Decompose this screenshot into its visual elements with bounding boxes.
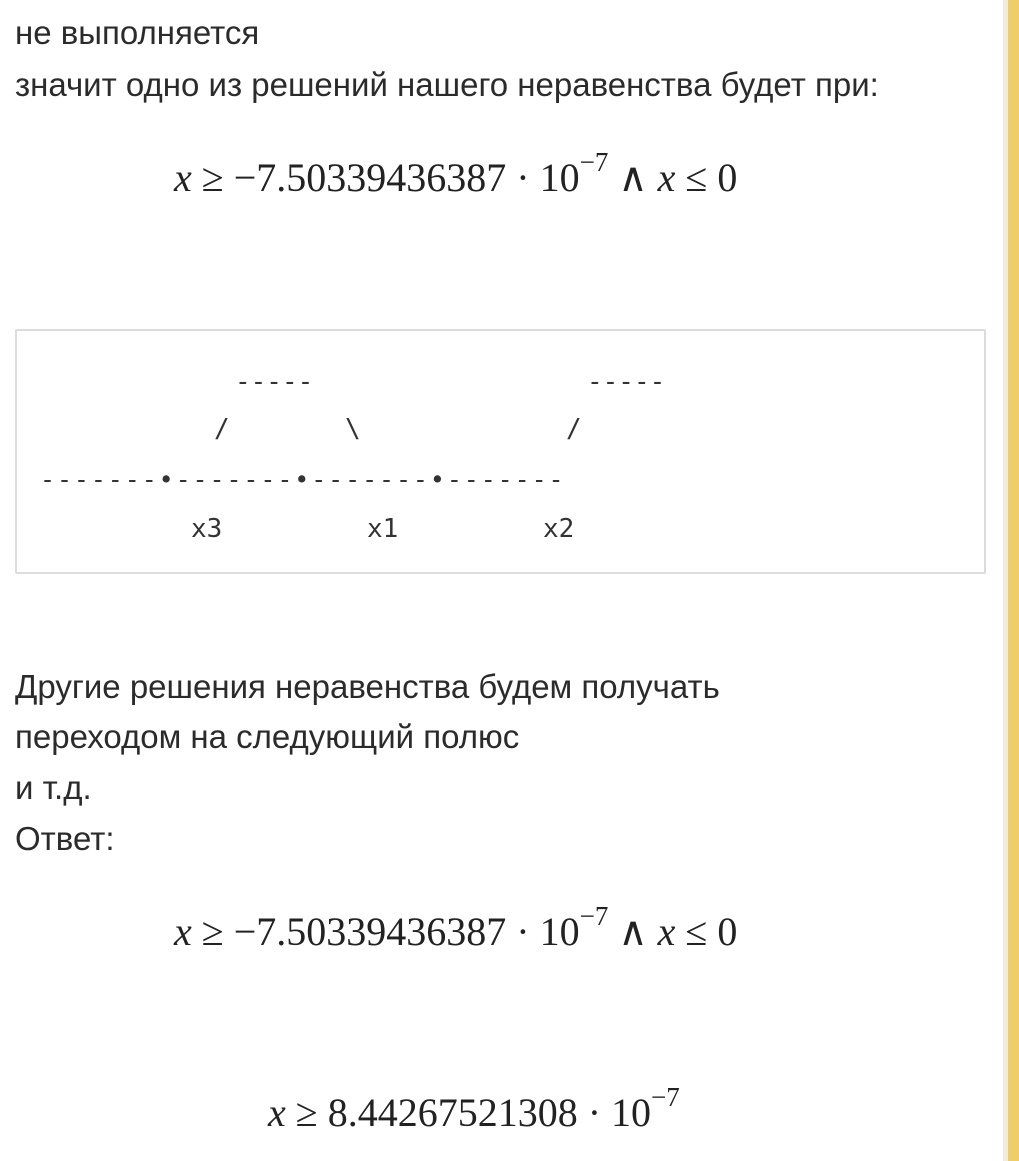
formula-dot: · bbox=[516, 155, 530, 200]
formula-op: ≥ bbox=[201, 909, 224, 954]
text-line-other-solutions: Другие решения неравенства будем получать bbox=[15, 668, 720, 705]
scrollbar-accent[interactable] bbox=[1008, 0, 1019, 1161]
interval-diagram bbox=[15, 329, 986, 574]
diagram-top-dashes-left: ----- bbox=[235, 367, 314, 397]
formula-base: 10 bbox=[539, 909, 580, 954]
formula-op: ≥ bbox=[201, 155, 224, 200]
formula-op: ≤ bbox=[685, 909, 708, 954]
diagram-slash-right: / bbox=[566, 414, 582, 444]
text-line-solution-intro: значит одно из решений нашего неравенства будет при: bbox=[15, 66, 879, 103]
formula-rhs: 0 bbox=[717, 155, 738, 200]
formula-dot: · bbox=[516, 909, 530, 954]
formula-var: x bbox=[657, 909, 676, 954]
text-line-next-pole: переходом на следующий полюс bbox=[15, 718, 520, 755]
formula-var: x bbox=[174, 909, 192, 954]
formula-exponent: −7 bbox=[651, 1081, 680, 1112]
text-line-answer-label: Ответ: bbox=[15, 820, 115, 857]
formula-base: 10 bbox=[539, 155, 580, 200]
formula-op: ≤ bbox=[685, 155, 708, 200]
formula-base: 10 bbox=[611, 1090, 652, 1135]
diagram-label-x1: x1 bbox=[367, 514, 399, 544]
diagram-slash-left: / bbox=[214, 414, 230, 444]
formula-var: x bbox=[657, 155, 676, 200]
formula-var: x bbox=[174, 155, 192, 200]
diagram-backslash: \ bbox=[345, 414, 361, 444]
formula-answer-1 bbox=[174, 900, 738, 956]
diagram-label-x2: x2 bbox=[543, 514, 575, 544]
formula-rhs: 0 bbox=[717, 909, 738, 954]
formula-value: −7.50339436387 bbox=[233, 155, 507, 200]
formula-var: x bbox=[268, 1090, 286, 1135]
formula-and: ∧ bbox=[618, 909, 648, 954]
formula-dot: · bbox=[587, 1090, 602, 1135]
formula-and: ∧ bbox=[618, 155, 648, 200]
diagram-top-dashes-right: ----- bbox=[587, 367, 666, 397]
diagram-axis: -------•-------•-------•------- bbox=[40, 465, 566, 494]
formula-value: −7.50339436387 bbox=[233, 909, 507, 954]
formula-exponent: −7 bbox=[579, 146, 609, 177]
formula-op: ≥ bbox=[295, 1090, 318, 1135]
formula-exponent: −7 bbox=[579, 900, 609, 931]
text-line-not-satisfied: не выполняется bbox=[15, 14, 260, 51]
diagram-label-x3: x3 bbox=[191, 514, 223, 544]
formula-value: 8.44267521308 bbox=[327, 1090, 578, 1135]
formula-answer-2 bbox=[268, 1081, 680, 1137]
formula-solution-1 bbox=[174, 146, 738, 202]
text-line-etc: и т.д. bbox=[15, 769, 92, 806]
